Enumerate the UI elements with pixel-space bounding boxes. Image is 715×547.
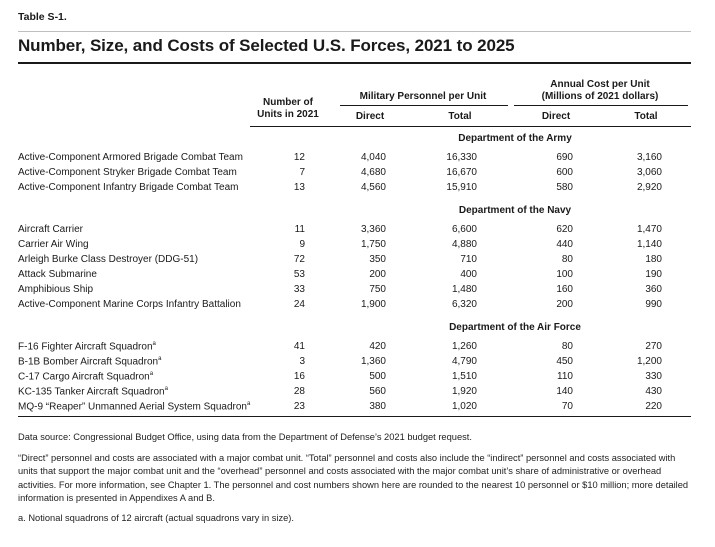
cell-personnel-total: 1,020 — [451, 401, 477, 412]
header-cost-line2: (Millions of 2021 dollars) — [541, 91, 659, 102]
cell-personnel-total: 6,320 — [451, 299, 477, 310]
cell-cost-total: 360 — [645, 284, 662, 295]
table-row — [0, 269, 715, 284]
row-name-text: KC-135 Tanker Aircraft Squadron — [18, 386, 165, 398]
header-cost-direct: Direct — [541, 111, 571, 122]
cell-units: 23 — [293, 401, 305, 412]
cell-units: 11 — [294, 224, 305, 235]
section-title: Department of the Navy — [458, 205, 572, 216]
table-row — [0, 224, 715, 239]
row-name — [18, 299, 241, 310]
cell-units: 7 — [299, 167, 305, 178]
row-name-text: MQ-9 “Reaper” Unmanned Aerial System Squadron — [18, 401, 247, 413]
cell-cost-total: 180 — [645, 254, 662, 265]
row-name — [18, 341, 156, 352]
data-source-note: Data source: Congressional Budget Office, using data from the Department of Defense’s 2021 budget request. — [18, 432, 472, 442]
cell-units: 41 — [293, 341, 305, 352]
cell-personnel-direct: 500 — [369, 371, 386, 382]
row-name — [18, 152, 243, 163]
personnel-group-rule — [340, 105, 508, 106]
cell-personnel-total: 6,600 — [451, 224, 477, 235]
row-name-text: Amphibious Ship — [18, 284, 94, 295]
cell-units: 12 — [293, 152, 305, 163]
cell-cost-direct: 100 — [556, 269, 573, 280]
cell-personnel-direct: 1,750 — [360, 239, 386, 250]
cell-personnel-total: 1,920 — [451, 386, 477, 397]
header-units — [248, 97, 328, 121]
cell-personnel-total: 4,790 — [451, 356, 477, 367]
cell-cost-direct: 160 — [556, 284, 573, 295]
row-name-text: Active-Component Marine Corps Infantry Battalion — [18, 299, 241, 310]
row-name-text: Carrier Air Wing — [18, 239, 89, 250]
cell-cost-direct: 600 — [556, 167, 573, 178]
row-name — [18, 371, 153, 382]
table-row — [0, 284, 715, 299]
cell-cost-total: 220 — [645, 401, 662, 412]
cell-personnel-total: 1,480 — [451, 284, 477, 295]
row-name — [18, 167, 237, 178]
footnote-marker: a — [247, 401, 251, 407]
cell-units: 28 — [293, 386, 305, 397]
cell-personnel-direct: 350 — [369, 254, 386, 265]
cell-personnel-direct: 380 — [369, 401, 386, 412]
row-name — [18, 386, 168, 397]
row-name-text: C-17 Cargo Aircraft Squadron — [18, 371, 150, 383]
footnote-marker: a — [149, 371, 154, 377]
cell-personnel-direct: 4,560 — [360, 182, 386, 193]
section-title: Department of the Army — [458, 133, 572, 144]
cell-cost-direct: 80 — [561, 254, 573, 265]
cell-cost-total: 990 — [645, 299, 662, 310]
cell-personnel-total: 4,880 — [451, 239, 477, 250]
table-row — [0, 371, 715, 386]
row-name — [18, 254, 198, 265]
table-row — [0, 401, 715, 416]
cell-units: 16 — [293, 371, 305, 382]
cell-personnel-total: 1,510 — [451, 371, 477, 382]
cell-units: 33 — [293, 284, 305, 295]
table-row — [0, 239, 715, 254]
header-units-line2: Units in 2021 — [257, 109, 319, 120]
cell-cost-direct: 440 — [556, 239, 573, 250]
cell-cost-total: 430 — [645, 386, 662, 397]
footnote-marker: a — [164, 386, 168, 392]
cell-personnel-total: 400 — [460, 269, 477, 280]
header-cost-group — [512, 79, 688, 103]
cell-units: 9 — [299, 239, 305, 250]
cell-personnel-total: 16,670 — [446, 167, 477, 178]
cell-personnel-total: 710 — [460, 254, 477, 265]
table-row — [0, 167, 715, 182]
footnote-marker: a — [158, 356, 162, 362]
row-name-text: Aircraft Carrier — [18, 224, 84, 235]
row-name-text: Active-Component Armored Brigade Combat Team — [18, 152, 243, 163]
cell-cost-direct: 110 — [557, 371, 573, 382]
cell-personnel-direct: 4,040 — [360, 152, 386, 163]
row-name — [18, 356, 161, 367]
cell-personnel-direct: 1,900 — [360, 299, 386, 310]
cell-personnel-direct: 4,680 — [360, 167, 386, 178]
cell-personnel-direct: 750 — [369, 284, 386, 295]
cell-cost-direct: 690 — [556, 152, 573, 163]
row-name-text: F-16 Fighter Aircraft Squadron — [18, 341, 153, 353]
cell-units: 24 — [293, 299, 305, 310]
cell-personnel-direct: 200 — [369, 269, 386, 280]
cell-personnel-total: 16,330 — [446, 152, 477, 163]
cell-units: 53 — [293, 269, 305, 280]
cell-units: 72 — [293, 254, 305, 265]
row-name — [18, 239, 89, 250]
table-label: Table S-1. — [18, 11, 67, 23]
top-rule — [18, 31, 691, 32]
cell-personnel-direct: 420 — [369, 341, 386, 352]
cell-cost-direct: 80 — [561, 341, 573, 352]
footnote-marker: a — [152, 341, 156, 347]
row-name-text: Arleigh Burke Class Destroyer (DDG-51) — [18, 254, 199, 265]
header-personnel-direct: Direct — [355, 111, 385, 122]
cell-personnel-total: 1,260 — [451, 341, 477, 352]
row-name-text: B-1B Bomber Aircraft Squadron — [18, 356, 159, 368]
cell-cost-total: 1,140 — [636, 239, 662, 250]
header-units-line1: Number of — [263, 97, 313, 108]
header-personnel-total: Total — [448, 111, 472, 122]
table-row — [0, 254, 715, 269]
cell-cost-direct: 620 — [556, 224, 573, 235]
table-row — [0, 299, 715, 314]
cell-cost-direct: 70 — [561, 401, 573, 412]
cell-cost-total: 1,470 — [636, 224, 662, 235]
cell-cost-total: 2,920 — [636, 182, 662, 193]
cell-cost-total: 3,060 — [636, 167, 662, 178]
cell-personnel-direct: 560 — [369, 386, 386, 397]
table-row — [0, 356, 715, 371]
definition-note: “Direct” personnel and costs are associated with a major combat unit. “Total” personnel and costs also include the “indirect” personnel and costs associated with units that support the major combat unit and the “overhead” personnel and costs associated with the major combat unit’s share of administrative or overhead activities. For more information, see Chapter 1. The personnel and cost numbers shown here are rounded to the nearest 10 personnel or $10 million; more detailed information is presented in Appendixes A and B. — [18, 453, 689, 503]
row-name — [18, 401, 250, 412]
cell-cost-total: 330 — [645, 371, 662, 382]
cell-personnel-direct: 3,360 — [360, 224, 386, 235]
cell-cost-direct: 200 — [556, 299, 573, 310]
row-name — [18, 224, 83, 235]
table-row — [0, 182, 715, 197]
cell-cost-direct: 580 — [556, 182, 573, 193]
footnote-a: a. Notional squadrons of 12 aircraft (actual squadrons vary in size). — [18, 513, 294, 523]
row-name — [18, 284, 93, 295]
cell-cost-total: 1,200 — [636, 356, 662, 367]
title-rule — [18, 62, 691, 64]
row-name-text: Active-Component Infantry Brigade Combat Team — [18, 182, 239, 193]
table-row — [0, 152, 715, 167]
row-name-text: Attack Submarine — [18, 269, 97, 280]
table-title: Number, Size, and Costs of Selected U.S. Forces, 2021 to 2025 — [18, 36, 515, 55]
cost-group-rule — [514, 105, 688, 106]
cell-personnel-total: 15,910 — [446, 182, 477, 193]
section-title: Department of the Air Force — [449, 322, 581, 333]
cell-cost-total: 3,160 — [636, 152, 662, 163]
cell-units: 13 — [293, 182, 305, 193]
table-row — [0, 341, 715, 356]
cell-cost-direct: 450 — [556, 356, 573, 367]
cell-cost-total: 190 — [645, 269, 662, 280]
row-name — [18, 269, 97, 280]
cell-cost-direct: 140 — [556, 386, 573, 397]
cell-personnel-direct: 1,360 — [360, 356, 386, 367]
table-row — [0, 386, 715, 401]
header-cost-line1: Annual Cost per Unit — [550, 79, 650, 90]
header-bottom-rule — [250, 126, 691, 127]
cell-cost-total: 270 — [645, 341, 662, 352]
header-cost-total: Total — [634, 111, 658, 122]
row-name — [18, 182, 238, 193]
header-personnel-group: Military Personnel per Unit — [359, 91, 487, 102]
bottom-rule — [18, 416, 691, 417]
cell-units: 3 — [299, 356, 305, 367]
row-name-text: Active-Component Stryker Brigade Combat Team — [18, 167, 237, 178]
